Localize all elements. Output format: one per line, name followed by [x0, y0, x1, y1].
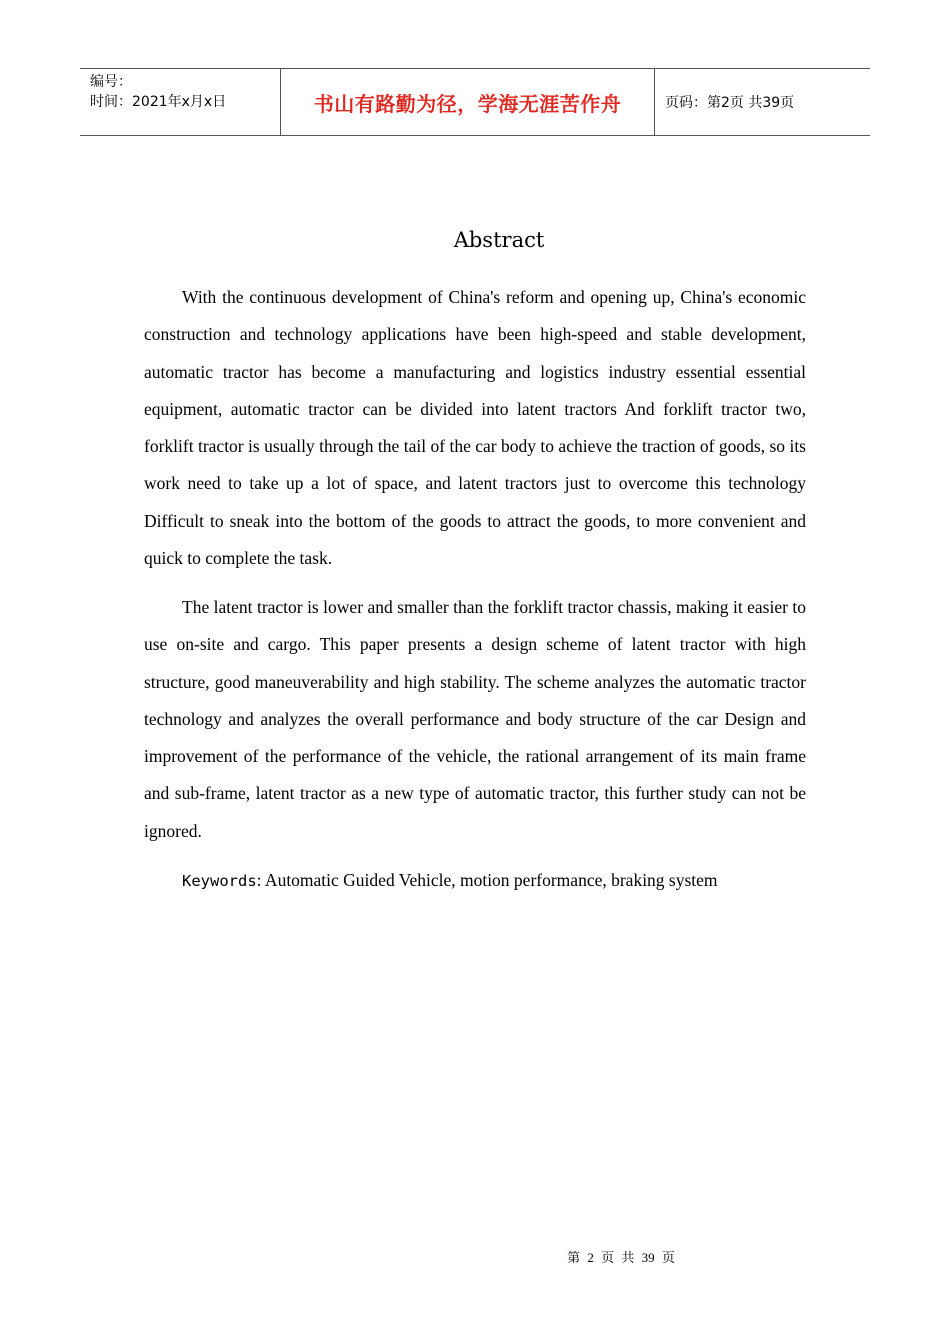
- abstract-paragraph-1: With the continuous development of China's reform and opening up, China's economic construction and technology applications have been high-speed and stable development, automatic tractor has become a manufacturing and logistics industry essential essential equipment, automatic tractor can be divided into latent tractors And forklift tractor two, forklift tractor is usually through the tail of the car body to achieve the traction of goods, so its work need to take up a lot of space, and latent tractors just to overcome this technology Difficult to sneak into the bottom of the goods to attract the goods, to more convenient and quick to complete the task.: [144, 287, 806, 569]
- time-label: 时间：2021年x月x日: [90, 94, 227, 110]
- header-page-info: 页码：第2页 共39页: [665, 95, 795, 111]
- page-header: [80, 68, 870, 136]
- abstract-title: Abstract: [453, 228, 545, 252]
- number-label: 编号：: [90, 74, 132, 90]
- keywords-text: : Automatic Guided Vehicle, motion performance, braking system: [256, 870, 718, 890]
- keywords-line: [182, 862, 718, 900]
- abstract-paragraph-2: The latent tractor is lower and smaller than the forklift tractor chassis, making it easier to use on-site and cargo. This paper presents a design scheme of latent tractor with high structure, good maneuverability and high stability. The scheme analyzes the automatic tractor technology and analyzes the overall performance and body structure of the car Design and improvement of the performance of the vehicle, the rational arrangement of its main frame and sub-frame, latent tractor as a new type of automatic tractor, this further study can not be ignored.: [144, 597, 806, 841]
- page-footer: 第 2 页 共 39 页: [567, 1250, 675, 1265]
- keywords-label: Keywords: [182, 872, 257, 890]
- header-motto: 书山有路勤为径，学海无涯苦作舟: [281, 69, 655, 135]
- header-meta: [80, 69, 281, 135]
